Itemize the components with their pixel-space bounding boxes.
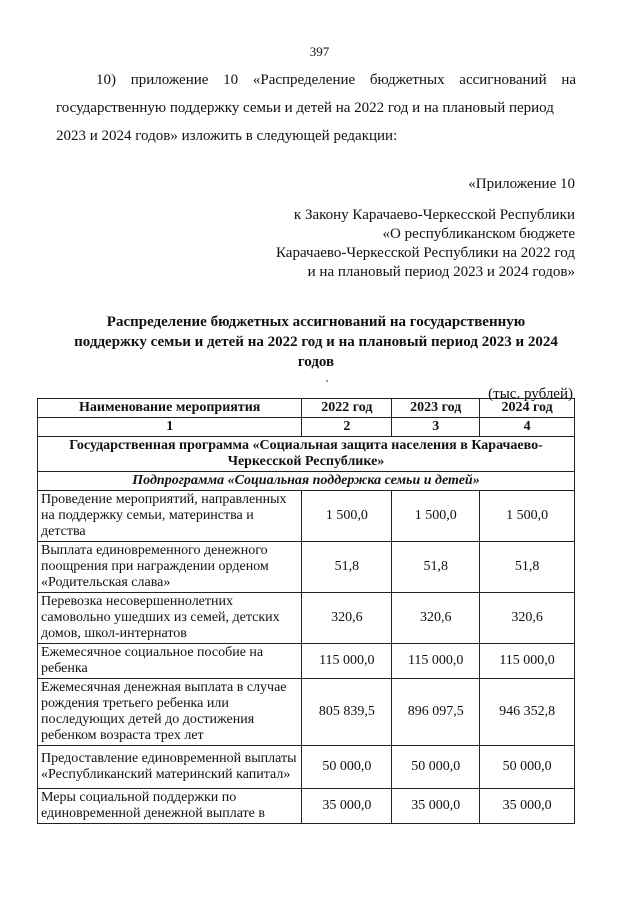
document-title <box>56 312 576 372</box>
appendix-heading: «Приложение 10 <box>468 176 575 192</box>
value-2024: 1 500,0 <box>480 491 575 542</box>
value-2023: 320,6 <box>392 593 480 644</box>
value-2024: 320,6 <box>480 593 575 644</box>
title-line: Распределение бюджетных ассигнований на государственную <box>106 314 526 330</box>
column-number: 1 <box>38 418 302 437</box>
column-number: 4 <box>480 418 575 437</box>
intro-line: государственную поддержку семьи и детей на 2022 год и на плановый период <box>56 100 554 116</box>
table-row <box>38 593 575 644</box>
appendix-ref-line: Карачаево-Черкесской Республики на 2022 год <box>276 245 575 261</box>
row-name: Предоставление единовременной выплаты «Республиканский материнский капитал» <box>38 746 302 789</box>
value-2023: 1 500,0 <box>392 491 480 542</box>
value-2023: 51,8 <box>392 542 480 593</box>
value-2024: 51,8 <box>480 542 575 593</box>
program-title: Государственная программа «Социальная защита населения в Карачаево-Черкесской Республике» <box>38 437 575 472</box>
intro-line: 2023 и 2024 годов» изложить в следующей редакции: <box>56 128 398 144</box>
table-row <box>38 542 575 593</box>
budget-table <box>37 398 575 824</box>
title-line: поддержку семьи и детей на 2022 год и на плановый период 2023 и 2024 <box>74 334 558 350</box>
value-2022: 51,8 <box>302 542 392 593</box>
row-name: Выплата единовременного денежного поощрения при награждении орденом «Родительская слава» <box>38 542 302 593</box>
appendix-ref-line: «О республиканском бюджете <box>382 226 575 242</box>
table-row <box>38 746 575 789</box>
value-2022: 115 000,0 <box>302 644 392 679</box>
subprogram-title: Подпрограмма «Социальная поддержка семьи и детей» <box>38 472 575 491</box>
intro-line: 10) приложение 10 «Распределение бюджетных ассигнований на <box>96 72 576 88</box>
appendix-reference <box>276 206 575 282</box>
header-2024: 2024 год <box>480 399 575 418</box>
units-label: (тыс. рублей) <box>488 386 573 402</box>
column-number: 3 <box>392 418 480 437</box>
table-row <box>38 644 575 679</box>
page-number: 397 <box>309 44 330 59</box>
header-name: Наименование мероприятия <box>38 399 302 418</box>
appendix-ref-line: и на плановый период 2023 и 2024 годов» <box>307 264 575 280</box>
value-2023: 896 097,5 <box>392 679 480 746</box>
header-2023: 2023 год <box>392 399 480 418</box>
table-row <box>38 491 575 542</box>
intro-paragraph <box>56 66 576 150</box>
value-2024: 946 352,8 <box>480 679 575 746</box>
column-number: 2 <box>302 418 392 437</box>
table-header-row <box>38 399 575 418</box>
appendix-ref-line: к Закону Карачаево-Черкесской Республики <box>293 207 575 223</box>
value-2022: 1 500,0 <box>302 491 392 542</box>
header-2022: 2022 год <box>302 399 392 418</box>
title-line: годов <box>297 354 335 370</box>
row-name: Ежемесячное социальное пособие на ребенка <box>38 644 302 679</box>
value-2022: 320,6 <box>302 593 392 644</box>
row-name: Перевозка несовершеннолетних самовольно ушедших из семей, детских домов, школ-интернатов <box>38 593 302 644</box>
column-number-row <box>38 418 575 437</box>
table-row <box>38 679 575 746</box>
value-2023: 115 000,0 <box>392 644 480 679</box>
value-2024: 115 000,0 <box>480 644 575 679</box>
value-2022: 35 000,0 <box>302 789 392 824</box>
program-row <box>38 437 575 472</box>
scan-speck <box>326 380 328 382</box>
table-row <box>38 789 575 824</box>
value-2023: 35 000,0 <box>392 789 480 824</box>
value-2024: 35 000,0 <box>480 789 575 824</box>
row-name: Меры социальной поддержки по единовременной денежной выплате в <box>38 789 302 824</box>
subprogram-row <box>38 472 575 491</box>
row-name: Проведение мероприятий, направленных на поддержку семьи, материнства и детства <box>38 491 302 542</box>
row-name: Ежемесячная денежная выплата в случае рождения третьего ребенка или последующих детей до достижения ребенком возраста трех лет <box>38 679 302 746</box>
value-2022: 805 839,5 <box>302 679 392 746</box>
value-2023: 50 000,0 <box>392 746 480 789</box>
value-2022: 50 000,0 <box>302 746 392 789</box>
value-2024: 50 000,0 <box>480 746 575 789</box>
